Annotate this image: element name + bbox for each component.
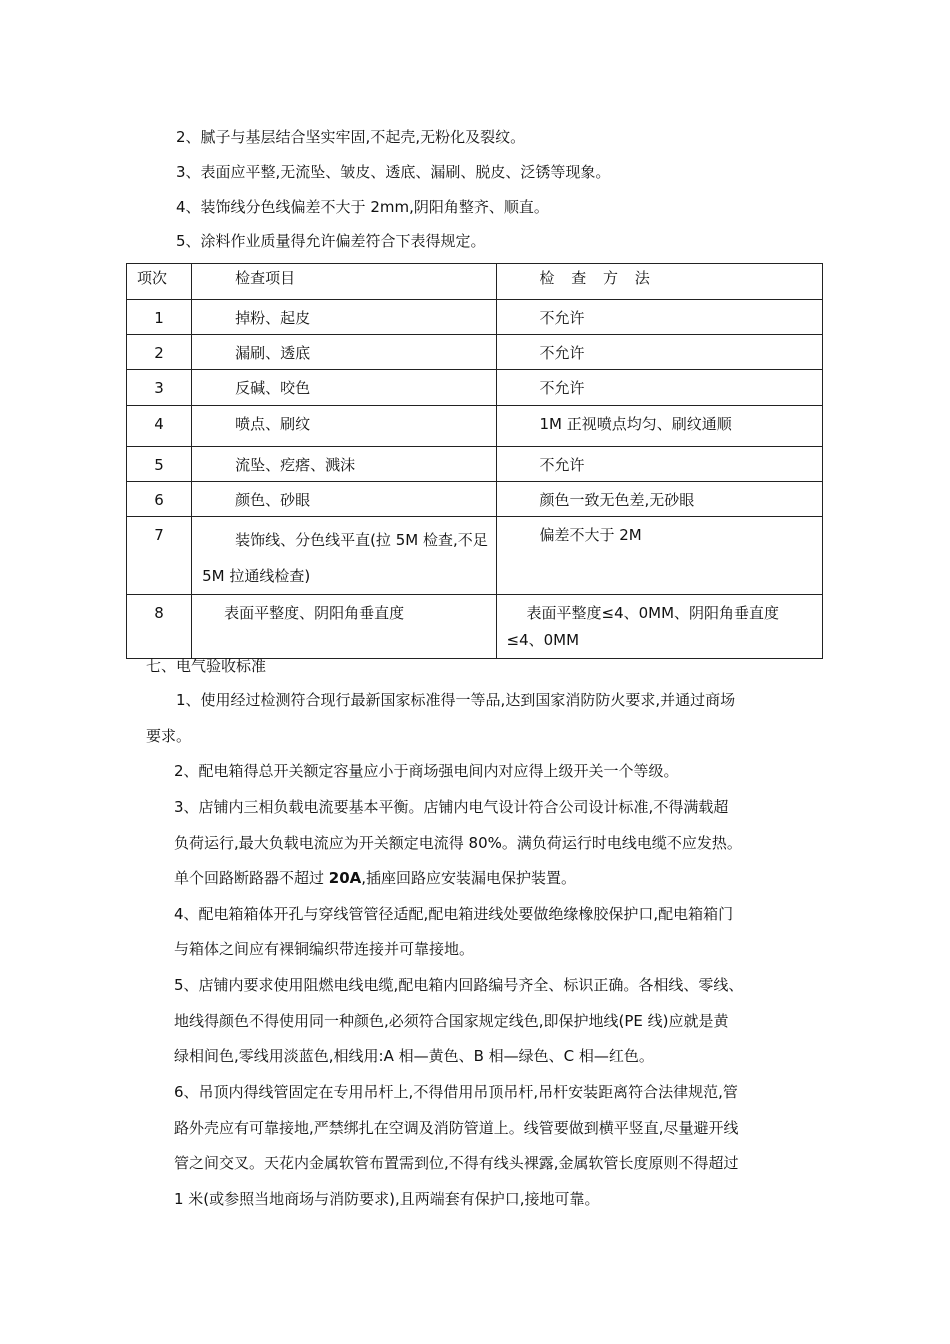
row-no: 8 xyxy=(127,595,192,659)
elec-line-3c-end: ,插座回路应安装漏电保护装置。 xyxy=(361,869,577,887)
elec-line-5a: 5、店铺内要求使用阻燃电线电缆,配电箱内回路编号齐全、标识正确。各相线、零线、 xyxy=(174,976,744,994)
paint-item-2: 2、腻子与基层结合坚实牢固,不起壳,无粉化及裂纹。 xyxy=(176,128,526,146)
table-row xyxy=(127,406,823,447)
elec-line-6c: 管之间交叉。天花内金属软管布置需到位,不得有线头裸露,金属软管长度原则不得超过 xyxy=(174,1154,739,1172)
table-header-row xyxy=(127,264,823,300)
row-item: 掉粉、起皮 xyxy=(192,300,496,335)
table-row xyxy=(127,595,823,659)
table-row xyxy=(127,300,823,335)
table-row xyxy=(127,335,823,370)
header-item: 检查项目 xyxy=(192,264,496,300)
row-item: 漏刷、透底 xyxy=(192,335,496,370)
row-item-text: 装饰线、分色线平直(拉 5M 检查,不足 5M 拉通线检查) xyxy=(202,531,488,585)
elec-line-4b: 与箱体之间应有裸铜编织带连接并可靠接地。 xyxy=(174,940,475,958)
row-no: 2 xyxy=(127,335,192,370)
table-row xyxy=(127,482,823,517)
row-method: 1M 正视喷点均匀、刷纹通顺 xyxy=(496,406,823,447)
row-method: 不允许 xyxy=(496,335,823,370)
header-no: 项次 xyxy=(127,264,192,300)
row-item: 喷点、刷纹 xyxy=(192,406,496,447)
row-no: 1 xyxy=(127,300,192,335)
elec-line-6d: 1 米(或参照当地商场与消防要求),且两端套有保护口,接地可靠。 xyxy=(174,1190,600,1208)
elec-line-3b: 负荷运行,最大负载电流应为开关额定电流得 80%。满负荷运行时电线电缆不应发热。 xyxy=(174,834,742,852)
row-method: 不允许 xyxy=(496,370,823,406)
header-method: 检 查 方 法 xyxy=(496,264,823,300)
elec-line-3a: 3、店铺内三相负载电流要基本平衡。店铺内电气设计符合公司设计标准,不得满载超 xyxy=(174,798,729,816)
row-no: 6 xyxy=(127,482,192,517)
paint-item-4: 4、装饰线分色线偏差不大于 2mm,阴阳角整齐、顺直。 xyxy=(176,198,549,216)
breaker-rating: 20A xyxy=(328,869,362,887)
row-item: 颜色、砂眼 xyxy=(192,482,496,517)
row-item: 反碱、咬色 xyxy=(192,370,496,406)
elec-line-5c: 绿相间色,零线用淡蓝色,相线用:A 相—黄色、B 相—绿色、C 相—红色。 xyxy=(174,1047,654,1065)
elec-line-1a: 1、使用经过检测符合现行最新国家标准得一等品,达到国家消防防火要求,并通过商场 xyxy=(176,691,736,709)
table-row xyxy=(127,370,823,406)
row-method: 偏差不大于 2M xyxy=(496,517,823,595)
elec-line-2: 2、配电箱得总开关额定容量应小于商场强电间内对应得上级开关一个等级。 xyxy=(174,762,679,780)
row-item: 流坠、疙瘩、溅沫 xyxy=(192,447,496,482)
row-method-text: 表面平整度≤4、0MM、阴阳角垂直度≤4、0MM xyxy=(506,604,780,649)
elec-line-3c xyxy=(174,868,576,888)
section-title: 七、电气验收标准 xyxy=(146,657,267,675)
row-method: 不允许 xyxy=(496,447,823,482)
table-row xyxy=(127,447,823,482)
elec-line-4a: 4、配电箱箱体开孔与穿线管管径适配,配电箱进线处要做绝缘橡胶保护口,配电箱箱门 xyxy=(174,905,734,923)
row-item: 表面平整度、阴阳角垂直度 xyxy=(192,595,496,659)
elec-line-6a: 6、吊顶内得线管固定在专用吊杆上,不得借用吊顶吊杆,吊杆安装距离符合法律规范,管 xyxy=(174,1083,738,1101)
row-item xyxy=(192,517,496,595)
row-no: 5 xyxy=(127,447,192,482)
elec-line-1b: 要求。 xyxy=(146,727,192,745)
elec-line-5b: 地线得颜色不得使用同一种颜色,必须符合国家规定线色,即保护地线(PE 线)应就是黄 xyxy=(174,1012,729,1030)
row-no: 3 xyxy=(127,370,192,406)
table-row xyxy=(127,517,823,595)
elec-line-6b: 路外壳应有可靠接地,严禁绑扎在空调及消防管道上。线管要做到横平竖直,尽量避开线 xyxy=(174,1119,739,1137)
paint-item-5: 5、涂料作业质量得允许偏差符合下表得规定。 xyxy=(176,232,486,250)
coating-tolerance-table xyxy=(126,263,823,659)
elec-line-3c-start: 单个回路断路器不超过 xyxy=(174,869,329,887)
row-no: 7 xyxy=(127,517,192,595)
row-method: 不允许 xyxy=(496,300,823,335)
row-method: 颜色一致无色差,无砂眼 xyxy=(496,482,823,517)
row-method xyxy=(496,595,823,659)
row-no: 4 xyxy=(127,406,192,447)
paint-item-3: 3、表面应平整,无流坠、皱皮、透底、漏刷、脱皮、泛锈等现象。 xyxy=(176,163,611,181)
